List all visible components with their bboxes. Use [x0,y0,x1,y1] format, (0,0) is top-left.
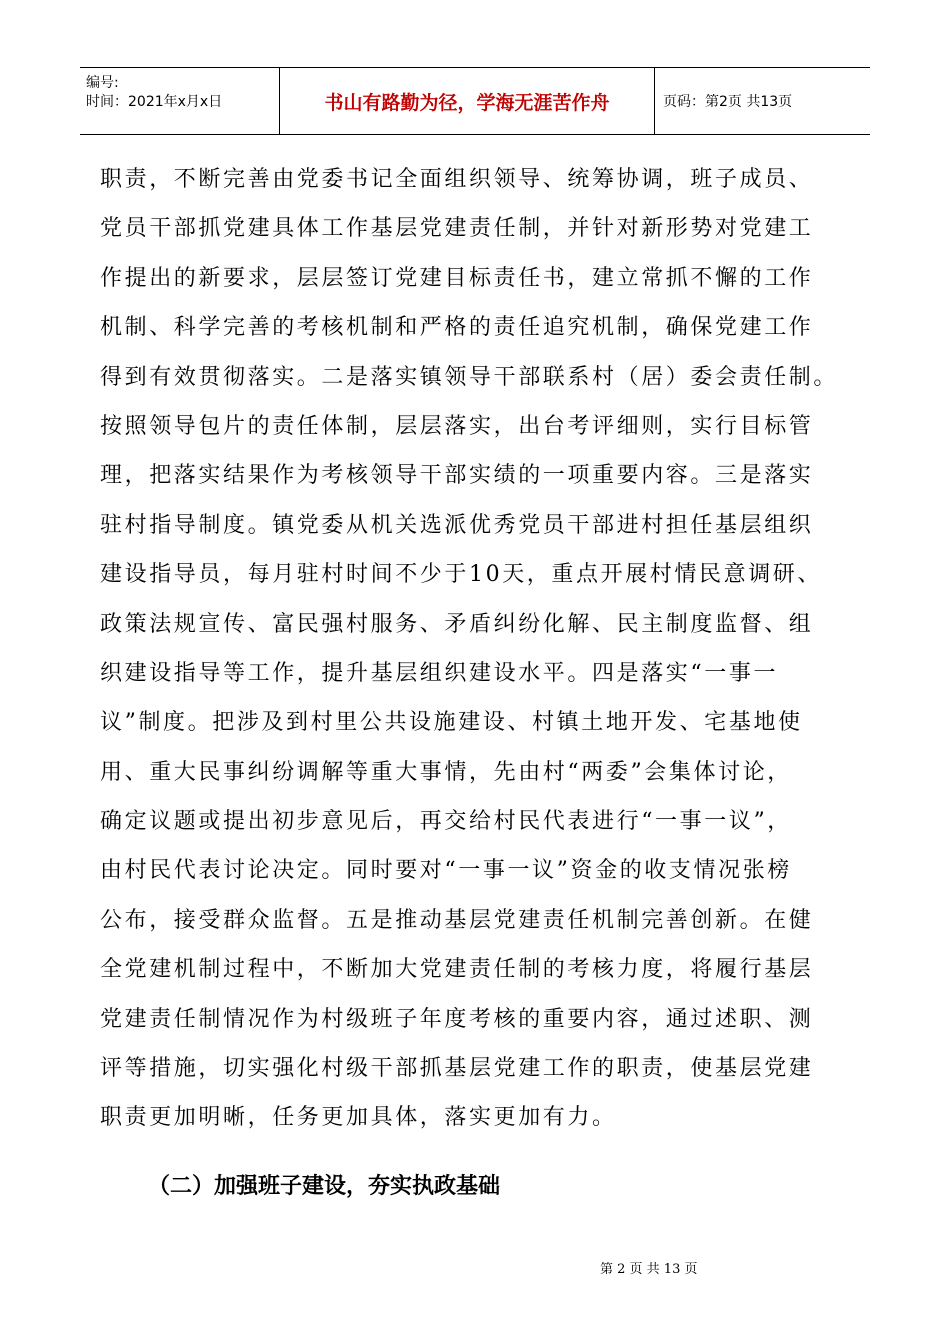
body-text-line: 建设指导员，每月驻村时间不少于10天，重点开展村情民意调研、 [100,562,822,588]
body-text-line: 议”制度。把涉及到村里公共设施建设、村镇土地开发、宅基地使 [100,710,803,736]
body-text-line: 织建设指导等工作，提升基层组织建设水平。四是落实“一事一 [100,660,779,686]
body-text-line: 职责更加明晰，任务更加具体，落实更加有力。 [100,1105,617,1131]
body-text-line: 职责，不断完善由党委书记全面组织领导、统筹协调，班子成员、 [100,167,814,192]
body-text-line: 理，把落实结果作为考核领导干部实绩的一项重要内容。三是落实 [100,463,814,489]
body-text-line: 由村民代表讨论决定。同时要对“一事一议”资金的收支情况张榜 [100,858,792,884]
body-text-line: 机制、科学完善的考核机制和严格的责任追究机制，确保党建工作 [100,315,814,341]
header-page-code: 页码：第2页 共13页 [663,94,793,110]
page-footer: 第 2 页 共 13 页 [600,1262,698,1277]
section-heading: （二）加强班子建设，夯实执政基础 [148,1174,501,1199]
document-number-label: 编号: [86,75,119,91]
body-text-line: 公布，接受群众监督。五是推动基层党建责任机制完善创新。在健 [100,907,814,933]
body-text-line: 用、重大民事纠纷调解等重大事情，先由村“两委”会集体讨论， [100,759,792,785]
document-header [80,67,870,135]
body-text-line: 评等措施，切实强化村级干部抓基层党建工作的职责，使基层党建 [100,1056,814,1082]
body-text-line: 确定议题或提出初步意见后，再交给村民代表进行“一事一议”， [100,809,792,835]
header-info-cell [80,68,280,134]
document-time-label: 时间：2021年x月x日 [86,94,223,110]
body-text-line: 党员干部抓党建具体工作基层党建责任制，并针对新形势对党建工 [100,216,814,242]
body-text-line: 驻村指导制度。镇党委从机关选派优秀党员干部进村担任基层组织 [100,512,814,538]
header-motto: 书山有路勤为径，学海无涯苦作舟 [280,68,655,134]
body-text-line: 作提出的新要求，层层签订党建目标责任书，建立常抓不懈的工作 [100,265,814,291]
body-text-line: 全党建机制过程中，不断加大党建责任制的考核力度，将履行基层 [100,957,814,983]
body-text-line: 党建责任制情况作为村级班子年度考核的重要内容，通过述职、测 [100,1006,814,1032]
body-text-line: 按照领导包片的责任体制，层层落实，出台考评细则，实行目标管 [100,413,814,439]
body-text-line: 政策法规宣传、富民强村服务、矛盾纠纷化解、民主制度监督、组 [100,611,814,637]
body-text-line: 得到有效贯彻落实。二是落实镇领导干部联系村（居）委会责任制。 [100,364,839,390]
document-body [100,155,870,1143]
